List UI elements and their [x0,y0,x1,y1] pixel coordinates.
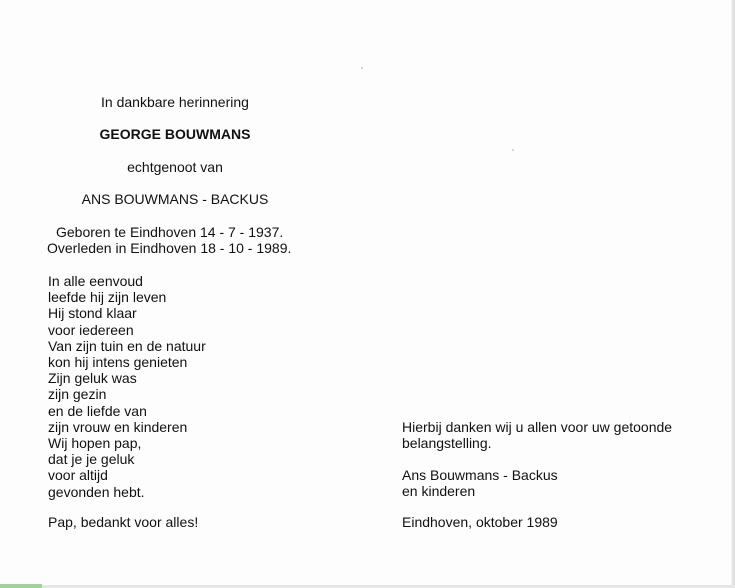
thanks-line-1: Hierbij danken wij u allen voor uw getoonde [402,419,673,435]
card-edge-right [731,0,735,588]
poem-line: en de liefde van [48,402,147,419]
poem-line: gevonden hebt. [48,483,145,500]
poem-line: leefde hij zijn leven [48,289,167,306]
poem [48,273,206,500]
deceased-name: GEORGE BOUWMANS [99,126,251,142]
poem-line: kon hij intens genieten [48,354,188,371]
relation-text: echtgenoot van [127,159,223,175]
poem-closing: Pap, bedankt voor alles! [48,514,199,530]
intro-text: In dankbare herinnering [101,94,249,110]
death-line: Overleden in Eindhoven 18 - 10 - 1989. [47,240,292,256]
poem-line: Wij hopen pap, [48,435,142,452]
poem-line: voor altijd [48,467,108,484]
place-date: Eindhoven, oktober 1989 [402,514,558,530]
poem-line: dat je je geluk [48,451,135,468]
poem-line: zijn gezin [48,386,107,403]
dust-speck [512,149,514,151]
dust-speck [361,67,363,69]
corner-mark [0,584,42,588]
poem-line: Hij stond klaar [48,305,137,322]
thanks-line-2: belangstelling. [402,435,492,451]
poem-line: voor iedereen [48,321,134,338]
poem-line: Zijn geluk was [48,370,137,387]
signature-family: en kinderen [402,483,476,499]
birth-line: Geboren te Eindhoven 14 - 7 - 1937. [56,224,284,240]
poem-line: zijn vrouw en kinderen [48,418,188,435]
poem-line: In alle eenvoud [48,273,143,289]
spouse-name: ANS BOUWMANS - BACKUS [81,191,269,207]
signature-name: Ans Bouwmans - Backus [402,467,558,483]
poem-line: Van zijn tuin en de natuur [48,337,206,354]
